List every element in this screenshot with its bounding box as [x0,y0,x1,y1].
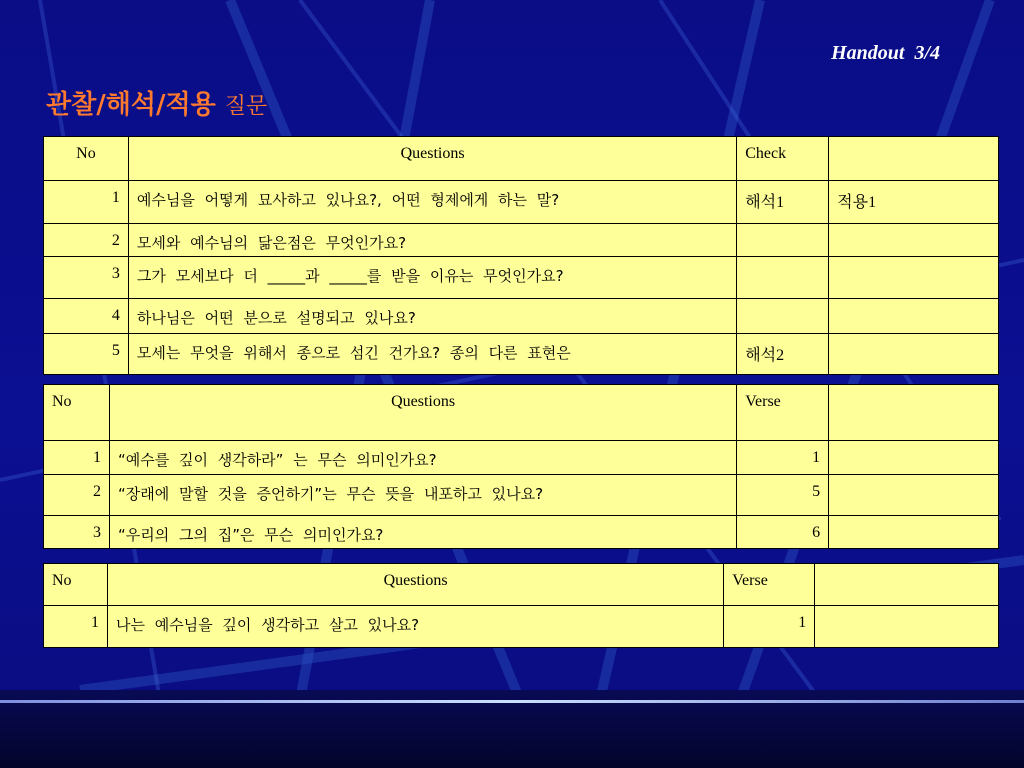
row-verse: 1 [737,441,829,475]
table-header-row [44,385,999,441]
table-header-row [44,137,999,181]
col-header-verse: Verse [724,564,815,606]
row-number: 5 [44,334,129,375]
row-number: 3 [44,257,129,299]
row-extra [829,299,999,334]
table-row [44,606,999,648]
interpretation-table [43,384,999,549]
row-question: “예수를 깊이 생각하라” 는 무슨 의미인가요? [109,441,736,475]
row-verse: 1 [724,606,815,648]
table-row [44,224,999,257]
row-number: 1 [44,441,110,475]
row-number: 4 [44,299,129,334]
row-number: 2 [44,224,129,257]
row-check: 해석2 [737,334,829,375]
row-number: 1 [44,181,129,224]
row-number: 1 [44,606,108,648]
row-question: “장래에 말할 것을 증언하기”는 무슨 뜻을 내포하고 있나요? [109,475,736,516]
col-header-extra [829,137,999,181]
row-number: 3 [44,516,110,549]
table-row [44,334,999,375]
row-question: “우리의 그의 집”은 무슨 의미인가요? [109,516,736,549]
row-question: 나는 예수님을 깊이 생각하고 살고 있나요? [107,606,723,648]
row-verse: 5 [737,475,829,516]
row-extra [815,606,999,648]
handout-label: Handout 3/4 [831,42,940,64]
row-number: 2 [44,475,110,516]
col-header-questions: Questions [107,564,723,606]
row-extra [829,334,999,375]
row-check [737,257,829,299]
col-header-no: No [44,564,108,606]
row-question: 그가 모세보다 더 _____과 _____를 받을 이유는 무엇인가요? [128,257,736,299]
table-row [44,299,999,334]
row-question: 모세는 무엇을 위해서 종으로 섬긴 건가요? 종의 다른 표현은 [128,334,736,375]
row-question: 예수님을 어떻게 묘사하고 있나요?, 어떤 형제에게 하는 말? [128,181,736,224]
row-extra [829,516,999,549]
col-header-extra [829,385,999,441]
col-header-verse: Verse [737,385,829,441]
row-check [737,224,829,257]
col-header-check: Check [737,137,829,181]
col-header-questions: Questions [128,137,736,181]
row-check: 해석1 [737,181,829,224]
table-row [44,475,999,516]
table-row [44,181,999,224]
title-main: 관찰/해석/적용 [46,90,216,120]
col-header-extra [815,564,999,606]
row-check [737,299,829,334]
title-sub: 질문 [224,94,268,119]
row-question: 하나님은 어떤 분으로 설명되고 있나요? [128,299,736,334]
row-extra [829,224,999,257]
footer-divider [0,700,1024,703]
row-extra [829,475,999,516]
col-header-no: No [44,137,129,181]
col-header-questions: Questions [109,385,736,441]
col-header-no: No [44,385,110,441]
slide-title [46,84,267,121]
row-verse: 6 [737,516,829,549]
table-row [44,257,999,299]
row-extra [829,257,999,299]
row-question: 모세와 예수님의 닮은점은 무엇인가요? [128,224,736,257]
table-header-row [44,564,999,606]
row-extra [829,441,999,475]
row-extra: 적용1 [829,181,999,224]
table-row [44,516,999,549]
table-row [44,441,999,475]
application-table [43,563,999,648]
observation-table [43,136,999,375]
